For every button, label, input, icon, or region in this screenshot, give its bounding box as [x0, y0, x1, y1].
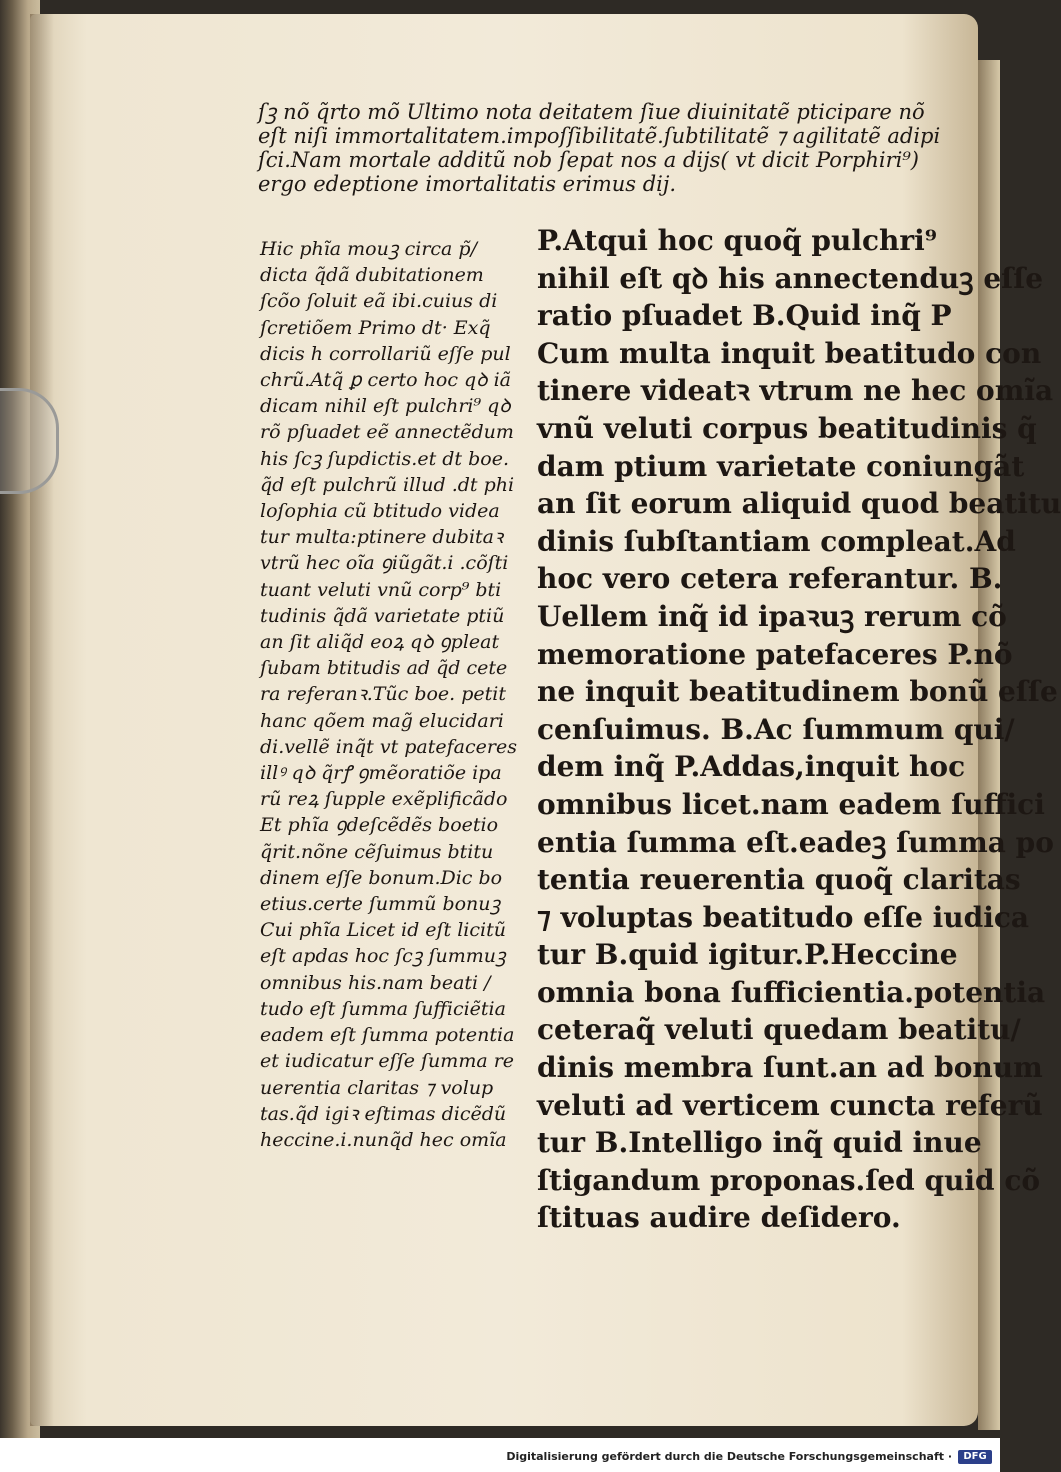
commentary-line: tur multa:ptinere dubitaꝛ	[260, 526, 504, 549]
main-text-column	[537, 222, 1061, 1237]
commentary-line: dicta q̃dã dubitationem	[260, 264, 484, 287]
main-text-line: entia ſumma eſt.eadeꝫ ſumma po	[537, 825, 1054, 859]
main-text-line: tinere videatꝛ vtrum ne hec omĩa	[537, 374, 1054, 408]
commentary-line: eadem eſt ſumma potentia	[260, 1024, 515, 1047]
header-line: ſci.Nam mortale additũ nob ſepat nos a dijs( vt dicit Porphiri⁹)	[258, 148, 919, 172]
main-text-line: ſtigandum proponas.ſed quid cõ	[537, 1163, 1041, 1197]
commentary-line: ſcretiõem Primo dt· Exq̃	[260, 316, 491, 339]
commentary-line: q̃rit.nõne cẽſuimus btitu	[260, 840, 494, 863]
commentary-line: chrũ.Atq̃ ꝑ certo hoc qꝺ iã	[260, 369, 511, 392]
commentary-line: ſcõo ſoluit eã ibi.cuius di	[260, 290, 498, 313]
funding-note: Digitalisierung gefördert durch die Deutsche Forschungsgemeinschaft ·	[506, 1450, 952, 1463]
main-text-line: ne inquit beatitudinem bonũ eſſe	[537, 675, 1058, 709]
commentary-line: heccine.i.nunq̃d hec omĩa	[260, 1128, 507, 1151]
commentary-line: dicis h corrollariũ eſſe pul	[260, 342, 511, 365]
header-text-block	[258, 100, 940, 196]
book-clasp	[0, 388, 59, 494]
commentary-line: rũ reꝝ ſupple exẽplificãdo	[260, 788, 508, 811]
commentary-line: Et phĩa ꝯdeſcẽdẽs boetio	[260, 814, 499, 837]
main-text-line: ceteraq̃ veluti quedam beatitu/	[537, 1013, 1021, 1047]
main-text-line: Cum multa inquit beatitudo con	[537, 336, 1042, 370]
header-line: eſt niſi immortalitatem.impoſſibilitatẽ.ſubtilitatẽ ⁊ agilitatẽ adipi	[258, 124, 941, 148]
commentary-line: ſubam btitudis ad q̃d cete	[260, 657, 508, 680]
commentary-column	[260, 236, 517, 1153]
commentary-line: omnibus his.nam beati /	[260, 971, 491, 994]
main-text-line: ⁊ voluptas beatitudo eſſe iudica	[537, 900, 1030, 934]
commentary-line: Hic phĩa mouꝫ circa p̃/	[260, 238, 477, 260]
commentary-line: et iudicatur eſſe ſumma re	[260, 1050, 515, 1073]
commentary-line: tudinis q̃dã varietate ptiũ	[260, 604, 505, 627]
commentary-line: etius.certe ſummũ bonuꝫ	[260, 893, 501, 916]
commentary-line: dicam nihil eſt pulchri⁹ qꝺ	[260, 395, 511, 418]
main-text-line: tur B.quid igitur.P.Heccine	[537, 938, 958, 972]
main-text-line: cenſuimus. B.Ac ſummum qui/	[537, 712, 1015, 746]
commentary-line: uerentia claritas ⁊ volup	[260, 1076, 494, 1099]
dfg-logo-icon: DFG	[958, 1450, 992, 1464]
commentary-line: di.vellẽ inq̃t vt patefaceres	[260, 735, 517, 758]
main-text-line: tur B.Intelligo inq̃ quid inue	[537, 1126, 982, 1160]
main-text-line: dinis membra ſunt.an ad bonum	[537, 1051, 1043, 1085]
commentary-line: illꝰ qꝺ q̃rꝭ ꝯmẽoratiõe ipa	[260, 762, 502, 785]
commentary-line: eſt apdas hoc ſcꝫ ſummuꝫ	[260, 945, 506, 968]
commentary-line: q̃d eſt pulchrũ illud .dt phi	[260, 473, 515, 496]
commentary-line: hanc qõem mag̃ elucidari	[260, 709, 504, 732]
commentary-line: his ſcꝫ ſupdictis.et dt boe.	[260, 447, 509, 470]
main-text-line: an ſit eorum aliquid quod beatitu	[537, 487, 1061, 521]
commentary-line: loſophia cũ btitudo videa	[260, 500, 500, 523]
commentary-line: dinem eſſe bonum.Dic bo	[260, 866, 503, 889]
page-gutter-shadow	[30, 14, 54, 1426]
commentary-line: rõ pſuadet eẽ annectẽdum	[260, 421, 514, 444]
main-text-line: dem inq̃ P.Addas,inquit hoc	[537, 750, 966, 784]
commentary-line: Cui phĩa Licet id eſt licitũ	[260, 919, 506, 942]
main-text-line: ratio pſuadet B.Quid inq̃ P	[537, 299, 952, 333]
main-text-line: vnũ veluti corpus beatitudinis q̃	[537, 411, 1037, 445]
main-text-line: tentia reuerentia quoq̃ claritas	[537, 863, 1021, 897]
commentary-line: an ſit aliq̃d eoꝝ qꝺ ꝯpleat	[260, 631, 500, 654]
main-text-line: nihil eſt qꝺ his annectenduꝫ eſſe	[537, 261, 1044, 295]
commentary-line: vtrũ hec oĩa ꝯiũgãt.i .cõſti	[260, 552, 509, 575]
main-text-line: Uellem inq̃ id ipaꝛuꝫ rerum cõ	[537, 599, 1007, 633]
main-text-line: dam ptium varietate coniungãt	[537, 449, 1025, 483]
main-text-line: hoc vero cetera referantur. B.	[537, 562, 1003, 596]
commentary-line: ra referanꝛ.Tũc boe. petit	[260, 683, 507, 706]
footer-bar	[0, 1438, 1000, 1472]
header-line: ſꝫ nõ q̃rto mõ Ultimo nota deitatem ſiue diuinitatẽ pticipare nõ	[258, 100, 925, 124]
main-text-line: memoratione patefaceres P.nõ	[537, 637, 1013, 671]
header-line: ergo edeptione imortalitatis erimus dij.	[258, 172, 677, 196]
commentary-line: tudo eſt ſumma ſufficiẽtia	[260, 997, 506, 1020]
commentary-line: tuant veluti vnũ corp⁹ bti	[260, 578, 502, 601]
main-text-line: ſtituas audire deſidero.	[537, 1201, 901, 1235]
main-text-line: P.Atqui hoc quoq̃ pulchri⁹	[537, 224, 938, 257]
main-text-line: veluti ad verticem cuncta referũ	[537, 1088, 1043, 1122]
main-text-line: omnibus licet.nam eadem ſuffici	[537, 787, 1045, 821]
commentary-line: tas.q̃d igiꝛ eſtimas dicẽdũ	[260, 1102, 507, 1125]
main-text-line: omnia bona ſufficientia.potentia	[537, 975, 1046, 1009]
main-text-line: dinis ſubſtantiam compleat.Ad	[537, 524, 1016, 558]
